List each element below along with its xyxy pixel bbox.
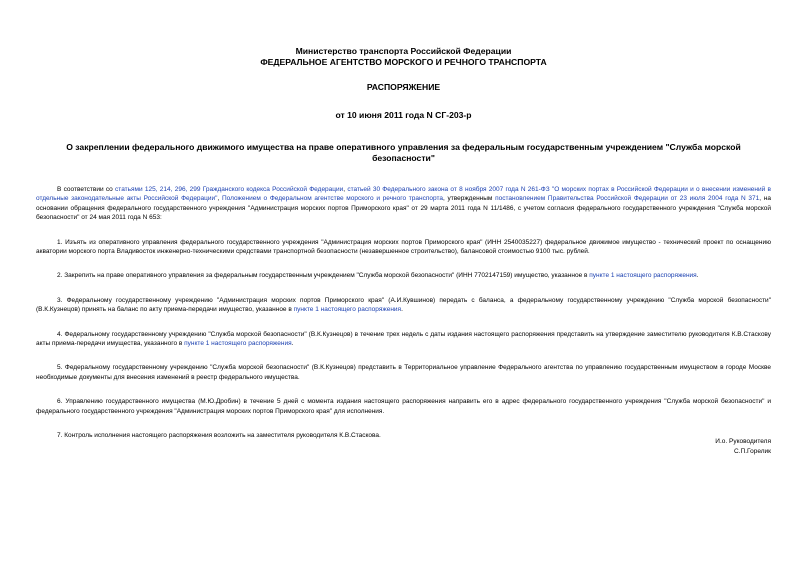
document-type: РАСПОРЯЖЕНИЕ (366, 82, 441, 92)
agency-name: ФЕДЕРАЛЬНОЕ АГЕНТСТВО МОРСКОГО И РЕЧНОГО ТРАНСПОРТА (260, 57, 547, 67)
item-2-end: . (696, 272, 699, 280)
civil-code-link[interactable]: статьями 125, 214, 296, 299 Гражданского кодекса Российской Федерации (115, 186, 344, 193)
ministry-name: Министерство транспорта Российской Федерации (295, 46, 512, 56)
document-page (36, 46, 771, 441)
item-2-point-1-link[interactable]: пункте 1 настоящего распоряжения (589, 272, 697, 280)
signatory-position: И.о. Руководителя (715, 438, 771, 445)
item-6: 6. Управлению государственного имущества (М.Ю.Дробин) в течение 5 дней с момента издания настоящего распоряжения направить его в адрес федерального государственного учреждения "Служба морской безопасности" и федерального государственного учреждения "Администрация морских портов Приморского края" для исполнения. (36, 398, 771, 415)
intro-paragraph (36, 185, 771, 223)
item-3-text: 3. Федеральному государственному учреждению "Администрация морских портов Приморского края" (А.И.Кувшинов) передать с баланса, а федеральному государственному учреждению "Служба морской безопасности" (В.К.Кузнецов) принять на баланс по акту приема-передачи имущество, указанное в (36, 296, 771, 314)
item-7: 7. Контроль исполнения настоящего распоряжения возложить на заместителя руководителя К.В.Стаскова. (57, 432, 381, 440)
document-date: от 10 июня 2011 года N СГ-203-р (335, 110, 472, 120)
federal-law-link[interactable]: статьей 30 Федерального закона от 8 ноября 2007 года N 261-ФЗ "О морских портах в Российской Федерации и о внесении изменений в отдельные законодательные акты Российской Федерации" (36, 186, 771, 203)
item-1: 1. Изъять из оперативного управления федерального государственного учреждения "Администрация морских портов Приморского края" (ИНН 2540035227) федеральное движимое имущество - технический проект по оснащению акватории морского порта Владивосток инженерно-техническими средствами транспортной безопасности (незавершенное строительство), балансовой стоимостью 9100 тыс. рублей. (36, 238, 771, 256)
item-4 (36, 330, 771, 349)
intro-text-4: , утвержденным (442, 195, 496, 203)
agency-regulation-link[interactable]: Положением о Федеральном агентстве морского и речного транспорта (221, 195, 443, 203)
item-4-text: 4. Федеральному государственному учреждению "Служба морской безопасности" (В.К.Кузнецов) в течение трех недель с даты издания настоящего распоряжения представить на утверждение заместителю руководителя К.В.Стаскову акты приема-передачи имущества, указанного в (36, 330, 771, 348)
item-4-end: . (291, 340, 294, 348)
item-2-text: 2. Закрепить на праве оперативного управления за федеральным государственным учреждением "Служба морской безопасности" (ИНН 7702147159) имущество, указанное в (57, 272, 590, 280)
intro-text-2: , (343, 186, 348, 193)
document-body (36, 185, 771, 441)
item-5: 5. Федеральному государственному учреждению "Служба морской безопасности" (В.К.Кузнецов) представить в Территориальное управление Федерального агентства по управлению государственным имуществом в городе Москве необходимые документы для внесения изменений в реестр федерального имущества. (36, 364, 771, 381)
item-3-end: . (401, 306, 403, 314)
government-resolution-link[interactable]: постановлением Правительства Российской Федерации от 23 июля 2004 года N 371 (495, 195, 760, 203)
signature-block (715, 437, 771, 457)
item-2 (36, 271, 771, 280)
intro-text-1: В соответствии со (57, 186, 116, 193)
document-title: О закреплении федерального движимого имущества на праве оперативного управления за федеральным государственным учреждением "Служба морской безопасности" (66, 142, 741, 163)
item-4-point-1-link[interactable]: пункте 1 настоящего распоряжения (184, 340, 292, 348)
signatory-name: С.П.Горелик (734, 448, 771, 455)
intro-text-5: , на основании обращения федерального государственного учреждения "Администрация морских портов Приморского края" от 29 марта 2011 года N 11/1486, с учетом согласия федерального государственного учреждения "Служба морской безопасности" от 24 мая 2011 года N 653: (36, 195, 771, 222)
intro-text-3: , (217, 195, 222, 203)
item-3-point-1-link[interactable]: пункте 1 настоящего распоряжения (293, 306, 402, 314)
item-3 (36, 296, 771, 315)
